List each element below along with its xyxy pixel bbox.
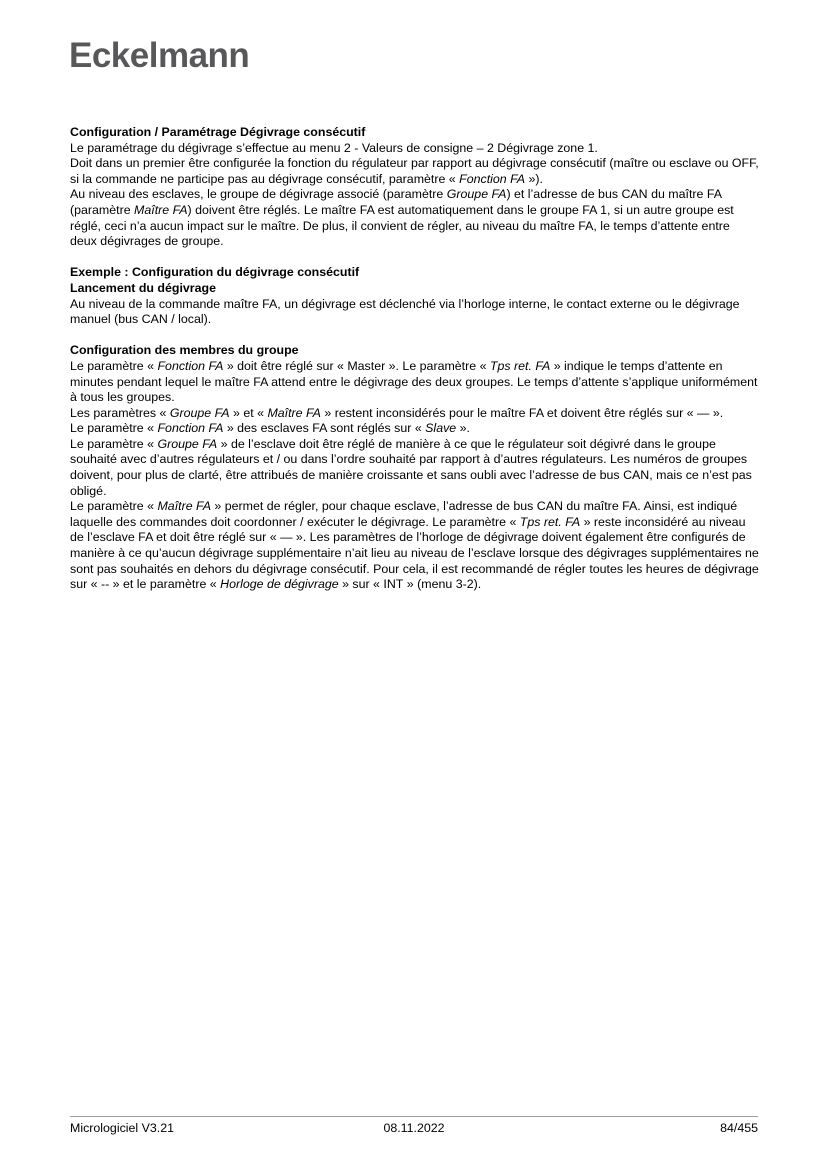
paragraph-esclaves-groupe: Au niveau des esclaves, le groupe de dégivrage associé (paramètre Groupe FA) et l’adresse de bus CAN du maître FA (paramètre Maître FA) doivent être réglés. Le maître FA est automatiquement dans le groupe FA 1, si un autre groupe est réglé, ceci n’a aucun impact sur le maître. De plus, il convient de régler, au niveau du maître FA, le temps d’attente entre deux dégivrages de groupe. bbox=[70, 187, 734, 249]
paragraph-parametres-inconsideres: Les paramètres « Groupe FA » et « Maître FA » restent inconsidérés pour le maître FA et doivent être réglés sur « — ». bbox=[70, 405, 724, 420]
paragraph-fonction-regulateur: Doit dans un premier être configurée la fonction du régulateur par rapport au dégivrage consécutif (maître ou esclave ou OFF, si la commande ne participe pas au dégivrage consécutif, paramètre « Fonction FA »). bbox=[70, 156, 759, 186]
heading-configuration-parametrage: Configuration / Paramétrage Dégivrage consécutif bbox=[70, 125, 366, 139]
heading-configuration-membres: Configuration des membres du groupe bbox=[70, 343, 299, 358]
footer-divider bbox=[70, 1116, 758, 1117]
heading-exemple: Exemple : Configuration du dégivrage consécutif bbox=[70, 265, 360, 280]
heading-lancement-degivrage: Lancement du dégivrage bbox=[70, 280, 216, 295]
paragraph-fonction-slave: Le paramètre « Fonction FA » des esclaves FA sont réglés sur « Slave ». bbox=[70, 421, 470, 436]
footer-page-number: 84/455 bbox=[720, 1121, 758, 1135]
footer-firmware-version: Micrologiciel V3.21 bbox=[70, 1121, 174, 1135]
paragraph-fonction-master: Le paramètre « Fonction FA » doit être réglé sur « Master ». Le paramètre « Tps ret. FA » indique le temps d’attente en minutes pendant lequel le maître FA attend entre le dégivrage des deux groupes. Le temps d’attente s’applique uniformément à tous les groupes. bbox=[70, 358, 758, 405]
eckelmann-logo: Eckelmann bbox=[69, 36, 250, 75]
paragraph-menu-consigne: Le paramétrage du dégivrage s’effectue au menu 2 - Valeurs de consigne – 2 Dégivrage zone 1. bbox=[70, 140, 598, 155]
footer-date: 08.11.2022 bbox=[383, 1121, 445, 1135]
paragraph-maitre-adresse-can: Le paramètre « Maître FA » permet de régler, pour chaque esclave, l’adresse de bus CAN du maître FA. Ainsi, est indiqué laquelle des commandes doit coordonner / exécuter le dégivrage. Le paramètre « Tps ret. FA » reste inconsidéré au niveau de l’esclave FA et doit être réglé sur « — ». Les paramètres de l’horloge de dégivrage doivent également être configurés de manière à ce qu’aucun dégivrage supplémentaire n’ait lieu au niveau de l’esclave lorsque des dégivrages supplémentaires ne sont pas souhaités en dehors du dégivrage consécutif. Pour cela, il est recommandé de régler toutes les heures de dégivrage sur « -- » et le paramètre « Horloge de dégivrage » sur « INT » (menu 3-2). bbox=[70, 499, 759, 592]
paragraph-groupe-esclave: Le paramètre « Groupe FA » de l’esclave doit être réglé de manière à ce que le régulateur soit dégivré dans le groupe souhaité avec d’autres régulateurs et / ou dans l’ordre souhaité par rapport à d’autres régulateurs. Les numéros de groupes doivent, pour plus de clarté, être attribués de manière croissante et sans oubli avec l’adresse de bus CAN, mais ce n’est pas obligé. bbox=[70, 436, 752, 498]
paragraph-lancement: Au niveau de la commande maître FA, un dégivrage est déclenché via l’horloge interne, le contact externe ou le dégivrage manuel (bus CAN / local). bbox=[70, 296, 740, 327]
document-body bbox=[70, 125, 760, 593]
